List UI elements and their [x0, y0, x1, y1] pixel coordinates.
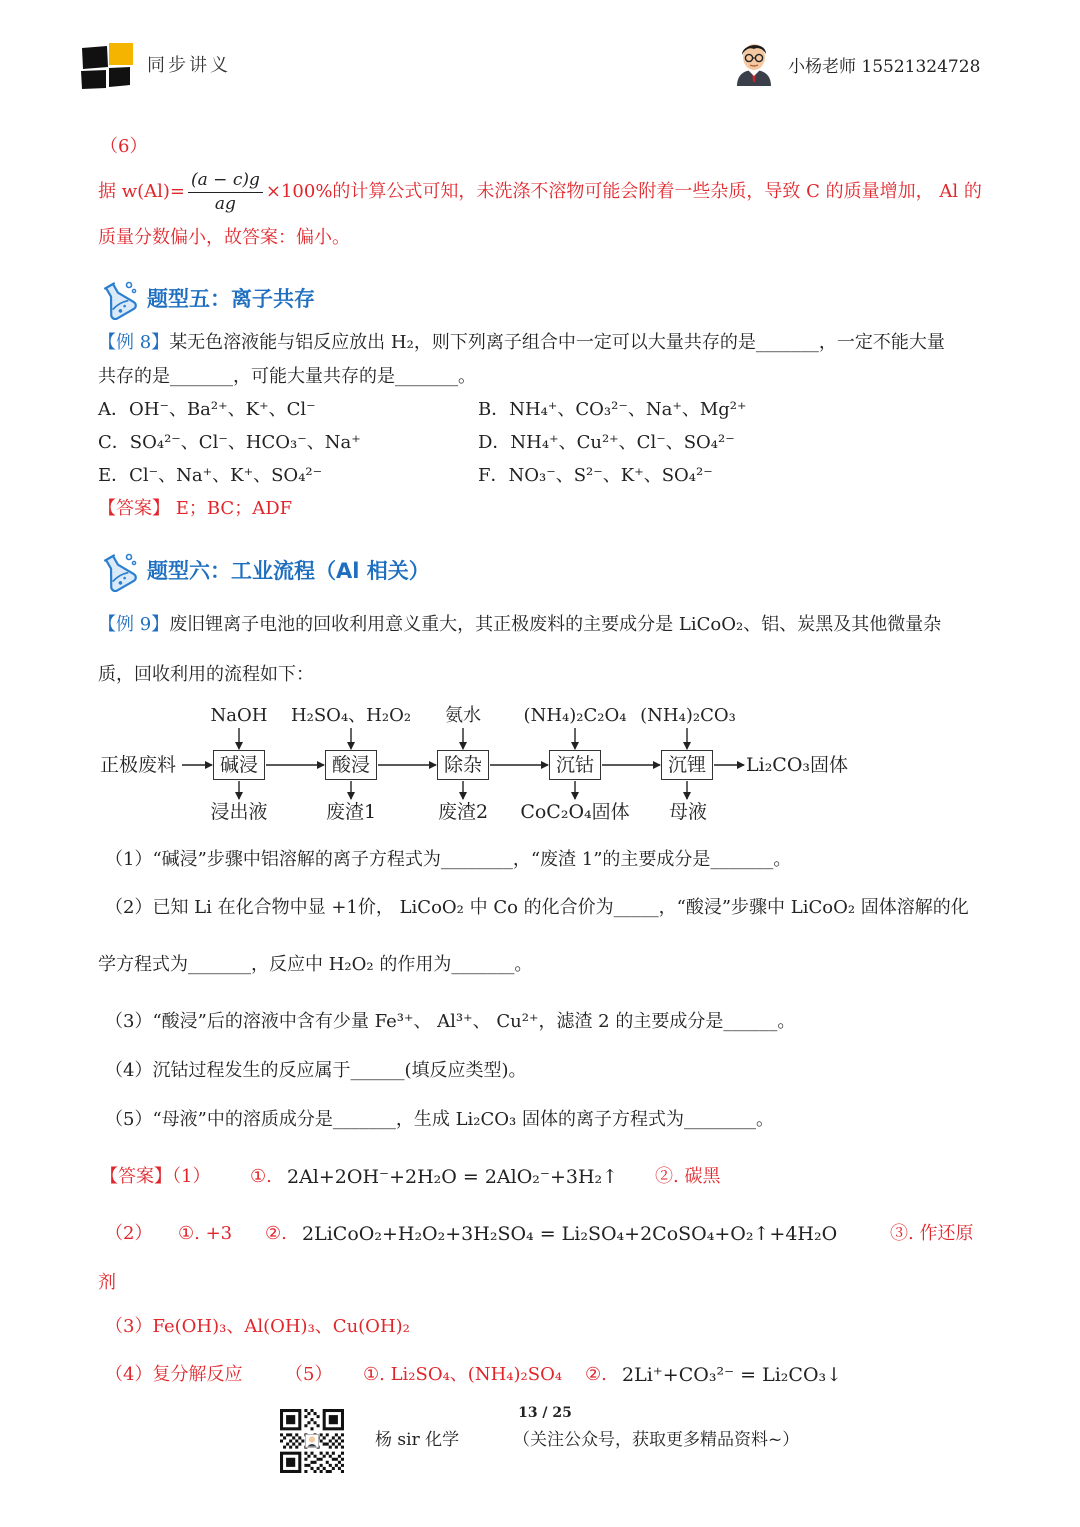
- answer-2-marker-2: ②.: [265, 1223, 287, 1244]
- q6-line2: 质量分数偏小，故答案：偏小。: [98, 227, 350, 248]
- q6-post: ×100%的计算公式可知，未洗涤不溶物可能会附着一些杂质，导致 C 的质量增加， Al 的: [265, 181, 982, 202]
- answer-5-marker-2: ②.: [585, 1364, 607, 1385]
- example8-tag: 【例 8】: [98, 332, 170, 353]
- answer-2-part-1: ①. +3: [178, 1223, 233, 1244]
- flow-output-5: 母液: [668, 801, 707, 823]
- flow-output-4: CoC₂O₄固体: [520, 801, 630, 823]
- question-5: （5）“母液”中的溶质成分是_______，生成 Li₂CO₃ 固体的离子方程式为________。: [105, 1109, 774, 1130]
- flow-output-1: 浸出液: [210, 801, 268, 823]
- header-teacher-contact: 小杨老师 15521324728: [788, 57, 981, 77]
- example9-line1: [98, 613, 941, 637]
- example9-stem-1: 废旧锂离子电池的回收利用意义重大，其正极废料的主要成分是 LiCoO₂、铝、炭黑及其他微量杂: [169, 614, 942, 635]
- flow-reagent-5: (NH₄)₂CO₃: [640, 705, 736, 726]
- option-e: E．Cl⁻、Na⁺、K⁺、SO₄²⁻: [98, 465, 323, 486]
- flask-icon: [96, 278, 138, 320]
- qr-code: [280, 1409, 344, 1473]
- header-brand: 同步讲义: [147, 55, 231, 76]
- q6-pre: 据 w(Al)=: [98, 181, 186, 202]
- example8-answer: [98, 497, 292, 521]
- option-d: D．NH₄⁺、Cu²⁺、Cl⁻、SO₄²⁻: [478, 432, 735, 453]
- answer-2-part-3: ③. 作还原: [890, 1223, 974, 1244]
- example8-stem-2: 共存的是_______，可能大量共存的是_______。: [98, 366, 476, 387]
- footer-brand: 杨 sir 化学: [375, 1430, 460, 1450]
- example8-line1: [98, 331, 945, 355]
- example8-stem-1: 某无色溶液能与铝反应放出 H₂，则下列离子组合中一定可以大量共存的是_______，一定不能大量: [169, 332, 945, 353]
- flow-end: Li₂CO₃固体: [746, 754, 849, 776]
- flow-output-3: 废渣2: [437, 801, 489, 823]
- q6-formula-line: [98, 166, 982, 218]
- logo-icon: [78, 40, 138, 92]
- flow-reagent-4: (NH₄)₂C₂O₄: [523, 705, 627, 726]
- flow-step-2: 酸浸: [325, 750, 377, 780]
- option-f: F．NO₃⁻、S²⁻、K⁺、SO₄²⁻: [478, 465, 713, 486]
- section6-title: 题型六：工业流程（Al 相关）: [147, 559, 430, 583]
- answer-2-label: （2）: [105, 1223, 153, 1244]
- option-a: A．OH⁻、Ba²⁺、K⁺、Cl⁻: [98, 399, 316, 420]
- flow-reagent-1: NaOH: [210, 705, 268, 726]
- example9-tag: 【例 9】: [98, 614, 170, 635]
- answer-5-equation: 2Li⁺+CO₃²⁻ = Li₂CO₃↓: [622, 1364, 843, 1386]
- section5-title: 题型五：离子共存: [147, 287, 315, 311]
- flow-reagent-3: 氨水: [445, 705, 481, 726]
- q6-label: （6）: [100, 136, 148, 157]
- page-number: 13 / 25: [518, 1405, 572, 1421]
- answer-tag: 【答案】: [98, 498, 170, 519]
- question-2: （2）已知 Li 在化合物中显 +1价， LiCoO₂ 中 Co 的化合价为_____，“酸浸”步骤中 LiCoO₂ 固体溶解的化: [105, 897, 969, 918]
- question-1: （1）“碱浸”步骤中铝溶解的离子方程式为________，“废渣 1”的主要成分是_______。: [105, 849, 792, 870]
- flow-output-2: 废渣1: [325, 801, 377, 823]
- flow-reagent-2: H₂SO₄、H₂O₂: [290, 705, 412, 726]
- fraction-numerator: (a − c)g: [188, 169, 263, 193]
- answer-1-equation: 2Al+2OH⁻+2H₂O = 2AlO₂⁻+3H₂↑: [287, 1166, 619, 1188]
- answer-1-part-2: ②. 碳黑: [655, 1166, 721, 1187]
- answer-3: （3）Fe(OH)₃、Al(OH)₃、Cu(OH)₂: [105, 1316, 410, 1337]
- answer-text: E；BC；ADF: [175, 498, 293, 519]
- question-4: （4）沉钴过程发生的反应属于______(填反应类型)。: [105, 1060, 527, 1081]
- answer-4: （4）复分解反应: [105, 1364, 243, 1385]
- flask-icon: [96, 550, 138, 592]
- teacher-avatar-icon: [733, 38, 775, 86]
- answer-1-label: 【答案】（1）: [100, 1166, 211, 1187]
- answer-2-cont: 剂: [98, 1272, 116, 1293]
- option-c: C．SO₄²⁻、Cl⁻、HCO₃⁻、Na⁺: [98, 432, 361, 453]
- option-b: B．NH₄⁺、CO₃²⁻、Na⁺、Mg²⁺: [478, 399, 747, 420]
- footer-note: （关注公众号，获取更多精品资料~）: [513, 1430, 800, 1450]
- flow-step-1: 碱浸: [213, 750, 265, 780]
- answer-2-equation: 2LiCoO₂+H₂O₂+3H₂SO₄ = Li₂SO₄+2CoSO₄+O₂↑+4H₂O: [302, 1223, 838, 1245]
- answer-5-label: （5）: [285, 1364, 333, 1385]
- example9-stem-2: 质，回收利用的流程如下：: [98, 664, 314, 685]
- question-3: （3）“酸浸”后的溶液中含有少量 Fe³⁺、 Al³⁺、 Cu²⁺，滤渣 2 的主要成分是______。: [105, 1011, 796, 1032]
- question-2-cont: 学方程式为_______，反应中 H₂O₂ 的作用为_______。: [98, 954, 533, 975]
- flow-step-3: 除杂: [437, 750, 489, 780]
- fraction: [188, 169, 263, 216]
- flow-step-5: 沉锂: [661, 750, 713, 780]
- fraction-denominator: ag: [214, 193, 236, 214]
- flow-step-4: 沉钴: [549, 750, 601, 780]
- flow-start: 正极废料: [100, 754, 177, 776]
- answer-5-part-1: ①. Li₂SO₄、(NH₄)₂SO₄: [363, 1364, 563, 1385]
- answer-1-marker-1: ①.: [250, 1166, 272, 1187]
